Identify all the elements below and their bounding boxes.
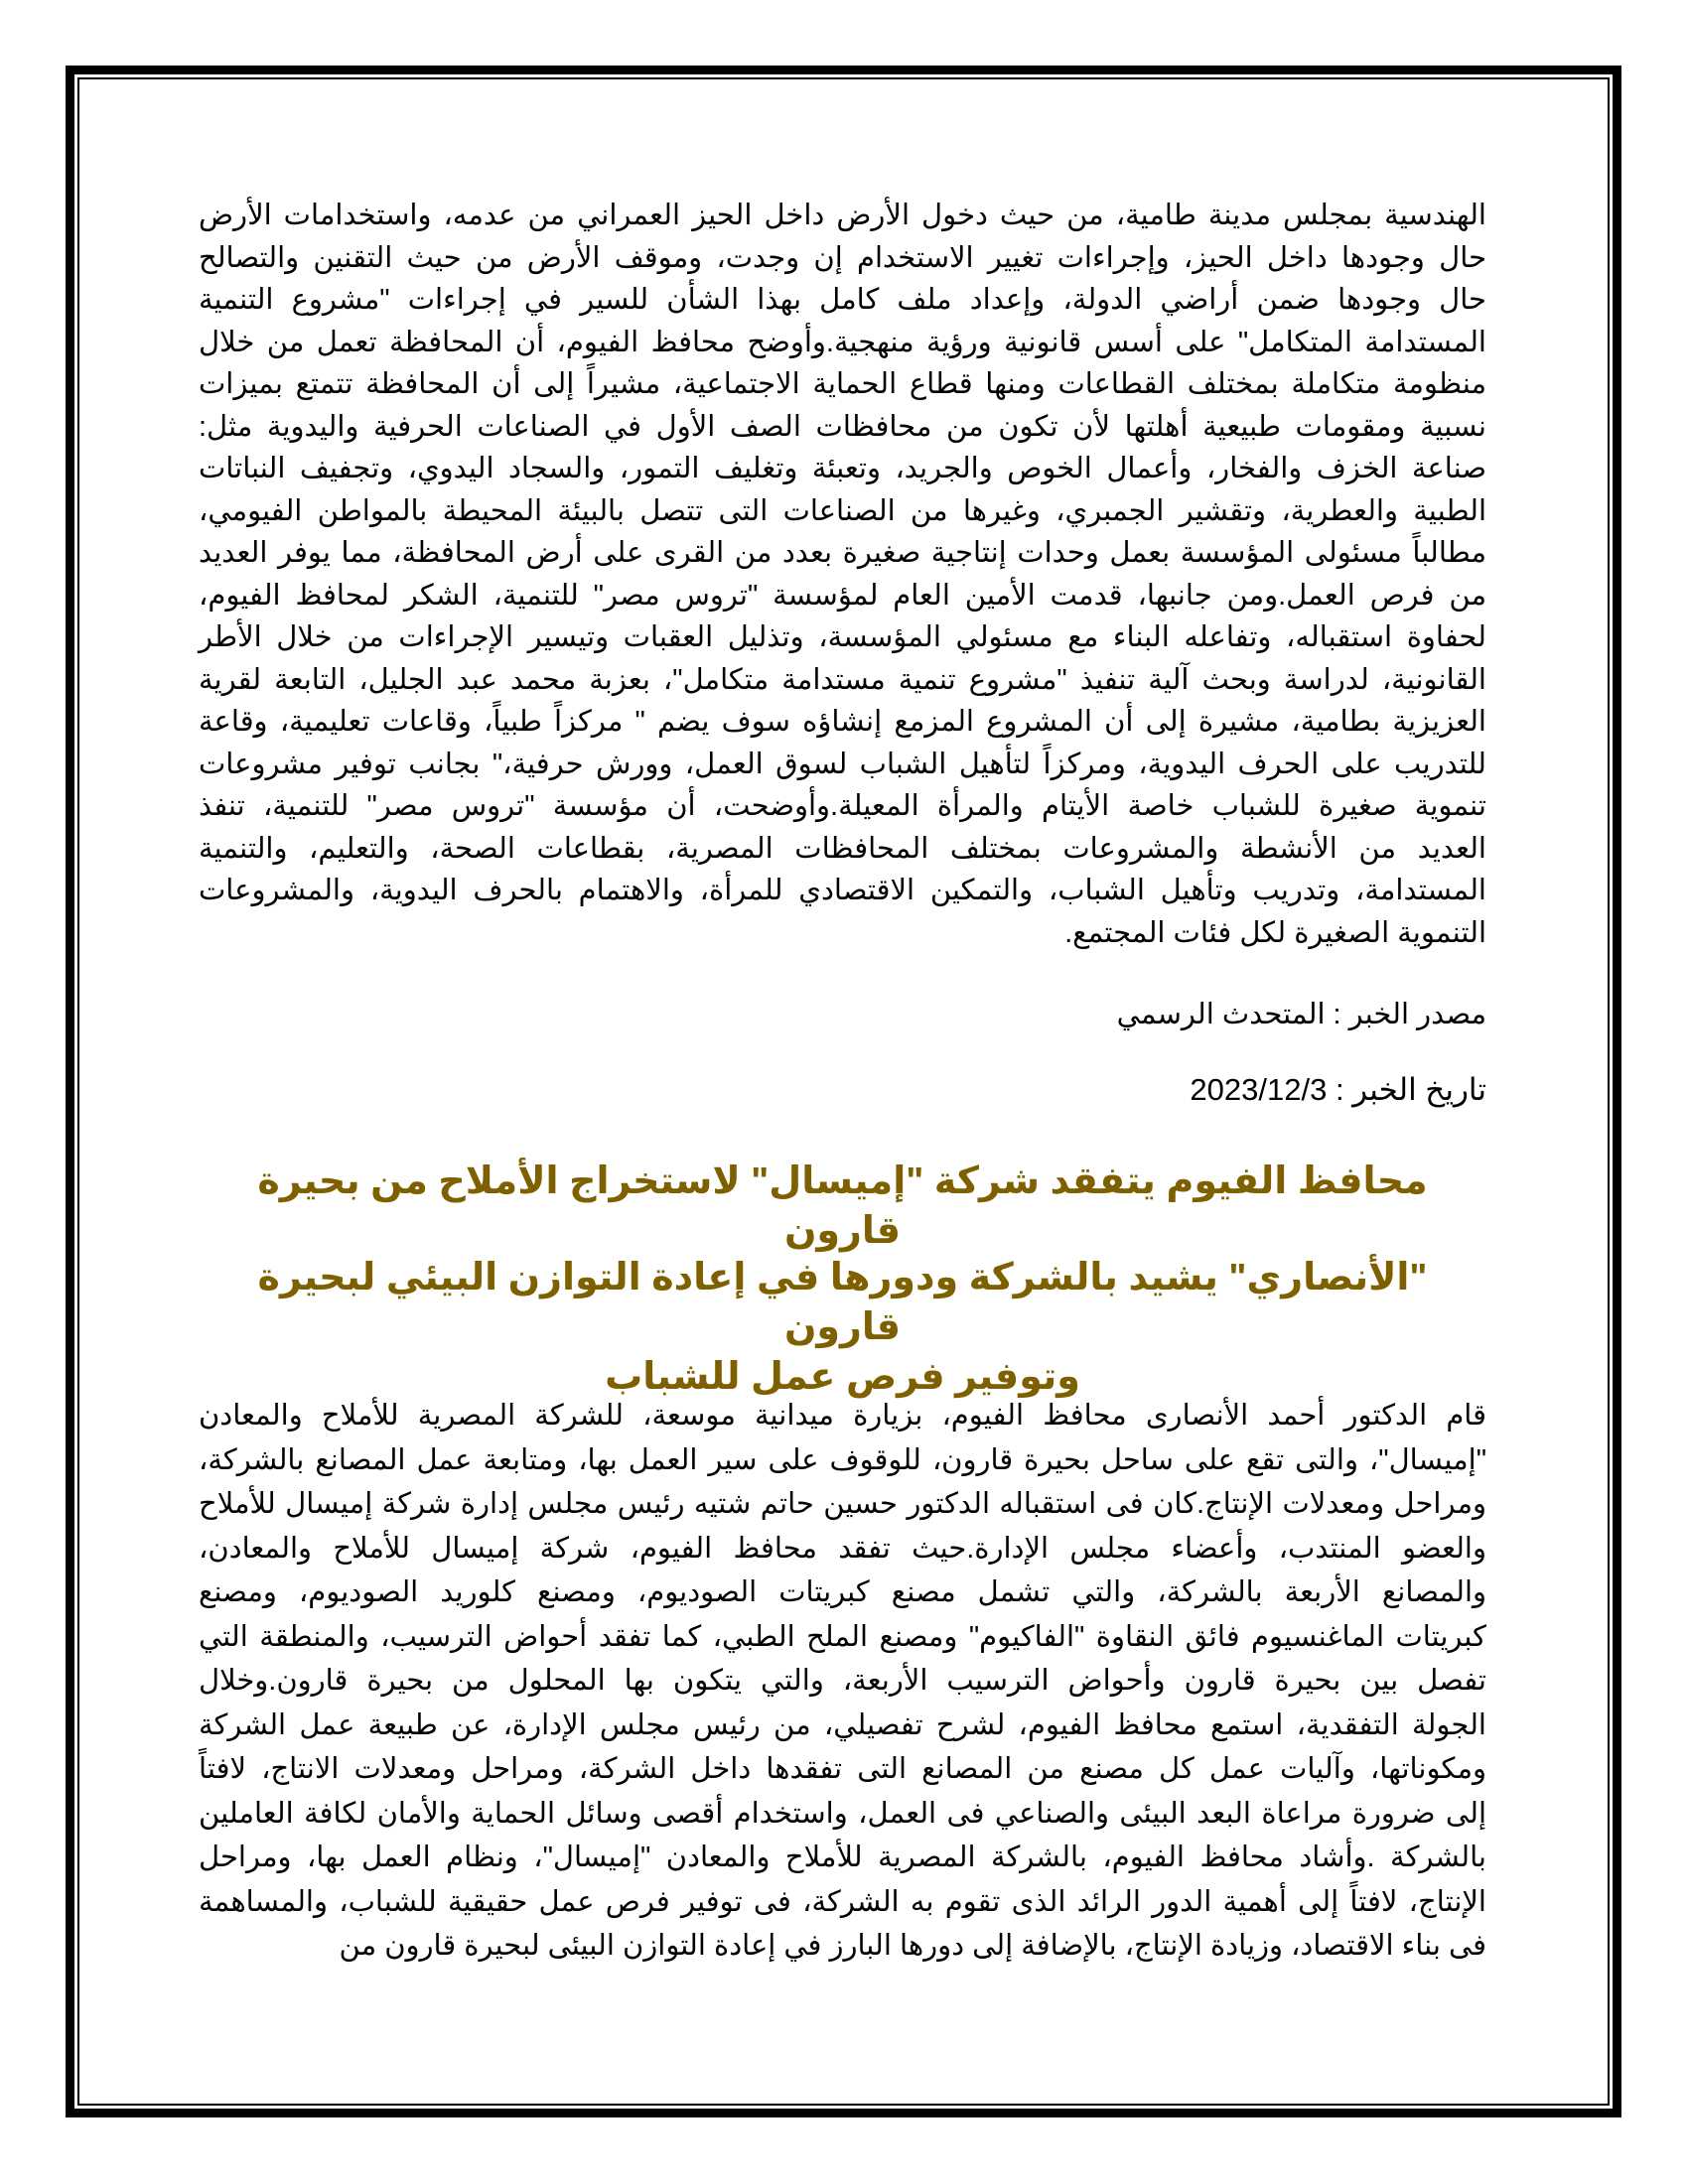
article-paragraph-continued — [199, 195, 1486, 954]
text-line: منظومة متكاملة بمختلف القطاعات ومنها قطاع الحماية الاجتماعية، مشيراً إلى أن المحافظة تتمتع بميزات — [199, 368, 1486, 400]
article-subheadline — [199, 1253, 1486, 1402]
text-line: ومكوناتها، وآليات عمل كل مصنع من المصانع التى تفقدها داخل الشركة، ومراحل ومعدلات الانتاج، لافتاً — [199, 1753, 1486, 1785]
article-paragraph — [199, 1394, 1486, 1969]
text-line: المستدامة، وتدريب وتأهيل الشباب، والتمكين الاقتصادي للمرأة، والاهتمام بالحرف اليدوية، والمشروعات — [199, 875, 1486, 906]
text-line: والعضو المنتدب، وأعضاء مجلس الإدارة.حيث تفقد محافظ الفيوم، شركة إميسال للأملاح والمعادن، — [199, 1532, 1486, 1565]
text-line: والمصانع الأربعة بالشركة، والتي تشمل مصنع كبريتات الصوديوم، ومصنع كلوريد الصوديوم، ومصنع — [199, 1576, 1486, 1608]
subheadline-line: "الأنصاري" يشيد بالشركة ودورها في إعادة التوازن البيئي لبحيرة قارون — [257, 1257, 1428, 1348]
text-line: من فرص العمل.ومن جانبها، قدمت الأمين العام لمؤسسة "تروس مصر" للتنمية، الشكر لمحافظ الفيوم، — [199, 579, 1486, 612]
text-line: مطالباً مسئولى المؤسسة بعمل وحدات إنتاجية صغيرة بعدد من القرى على أرض المحافظة، مما يوفر العديد — [199, 537, 1486, 569]
text-line: تنموية صغيرة للشباب خاصة الأيتام والمرأة المعيلة.وأوضحت، أن مؤسسة "تروس مصر" للتنمية، تنفذ — [199, 790, 1486, 822]
news-source: مصدر الخبر : المتحدث الرسمي — [1116, 999, 1486, 1030]
text-line: الطبية والعطرية، وتقشير الجمبري، وغيرها من الصناعات التى تتصل بالبيئة المحيطة بالمواطن الفيومي، — [199, 494, 1486, 527]
text-line: نسبية ومقومات طبيعية أهلتها لأن تكون من محافظات الصف الأول في الصناعات الحرفية واليدوية مثل: — [199, 410, 1486, 443]
text-line: إلى ضرورة مراعاة البعد البيئى والصناعي فى العمل، واستخدام أقصى وسائل الحماية والأمان لكافة العاملين — [199, 1797, 1486, 1830]
text-line: ومراحل ومعدلات الإنتاج.كان فى استقباله الدكتور حسين حاتم شتيه رئيس مجلس إدارة شركة إميسال للأملاح — [199, 1488, 1486, 1520]
text-line: الجولة التفقدية، استمع محافظ الفيوم، لشرح تفصيلي، من رئيس مجلس الإدارة، عن طبيعة عمل الشركة — [199, 1708, 1486, 1741]
text-line: حال وجودها ضمن أراضي الدولة، وإعداد ملف كامل بهذا الشأن للسير في إجراءات "مشروع التنمية — [199, 284, 1486, 316]
text-line: فى بناء الاقتصاد، وزيادة الإنتاج، بالإضافة إلى دورها البارز في إعادة التوازن البيئى لبحيرة قارون من — [339, 1930, 1486, 1962]
text-line: "إميسال"، والتى تقع على ساحل بحيرة قارون، للوقوف على سير العمل بها، ومتابعة عمل المصانع بالشركة، — [199, 1443, 1486, 1476]
text-line: التنموية الصغيرة لكل فئات المجتمع. — [1064, 916, 1486, 949]
text-line: العديد من الأنشطة والمشروعات بمختلف المحافظات المصرية، بقطاعات الصحة، والتعليم، والتنمية — [199, 832, 1486, 865]
text-line: بالشركة .وأشاد محافظ الفيوم، بالشركة المصرية للأملاح والمعادن "إميسال"، ونظام العمل بها، ومراحل — [199, 1842, 1486, 1873]
text-line: لحفاوة استقباله، وتفاعله البناء مع مسئولي المؤسسة، وتذليل العقبات وتيسير الإجراءات من خلال الأطر — [199, 621, 1486, 653]
text-line: كبريتات الماغنسيوم فائق النقاوة "الفاكيوم" ومصنع الملح الطبي، كما تفقد أحواض الترسيب، والمنطقة التي — [199, 1620, 1486, 1653]
subheadline-line: وتوفير فرص عمل للشباب — [605, 1356, 1080, 1398]
article-headline: محافظ الفيوم يتفقد شركة "إميسال" لاستخراج الأملاح من بحيرة قارون — [257, 1160, 1428, 1252]
text-line: للتدريب على الحرف اليدوية، ومركزاً لتأهيل الشباب لسوق العمل، وورش حرفية،" بجانب توفير مشروعات — [199, 748, 1486, 780]
text-line: تفصل بين بحيرة قارون وأحواض الترسيب الأربعة، والتي يتكون بها المحلول من بحيرة قارون.وخلال — [199, 1665, 1486, 1697]
text-line: المستدامة المتكامل" على أسس قانونية ورؤية منهجية.وأوضح محافظ الفيوم، أن المحافظة تعمل من خلال — [199, 326, 1486, 358]
text-line: حال وجودها داخل الحيز، وإجراءات تغيير الاستخدام إن وجدت، وموقف الأرض من حيث التقنين والتصالح — [199, 241, 1486, 274]
news-date: تاريخ الخبر : 2023/12/3 — [1190, 1072, 1486, 1107]
text-line: الهندسية بمجلس مدينة طامية، من حيث دخول الأرض داخل الحيز العمراني من عدمه، واستخدامات الأرض — [199, 200, 1486, 231]
text-line: العزيزية بطامية، مشيرة إلى أن المشروع المزمع إنشاؤه سوف يضم " مركزاً طبياً، وقاعات تعليمية، وقاعة — [199, 706, 1486, 738]
text-line: الإنتاج، لافتاً إلى أهمية الدور الرائد الذى تقوم به الشركة، فى توفير فرص عمل حقيقية للشباب، والمساهمة — [199, 1885, 1486, 1918]
text-line: صناعة الخزف والفخار، وأعمال الخوص والجريد، وتعبئة وتغليف التمور، والسجاد اليدوي، وتجفيف النباتات — [199, 453, 1486, 484]
text-line: قام الدكتور أحمد الأنصارى محافظ الفيوم، بزيارة ميدانية موسعة، للشركة المصرية للأملاح والمعادن — [199, 1400, 1486, 1432]
text-line: القانونية، لدراسة وبحث آلية تنفيذ "مشروع تنمية مستدامة متكامل"، بعزبة محمد عبد الجليل، التابعة لقرية — [199, 663, 1486, 696]
